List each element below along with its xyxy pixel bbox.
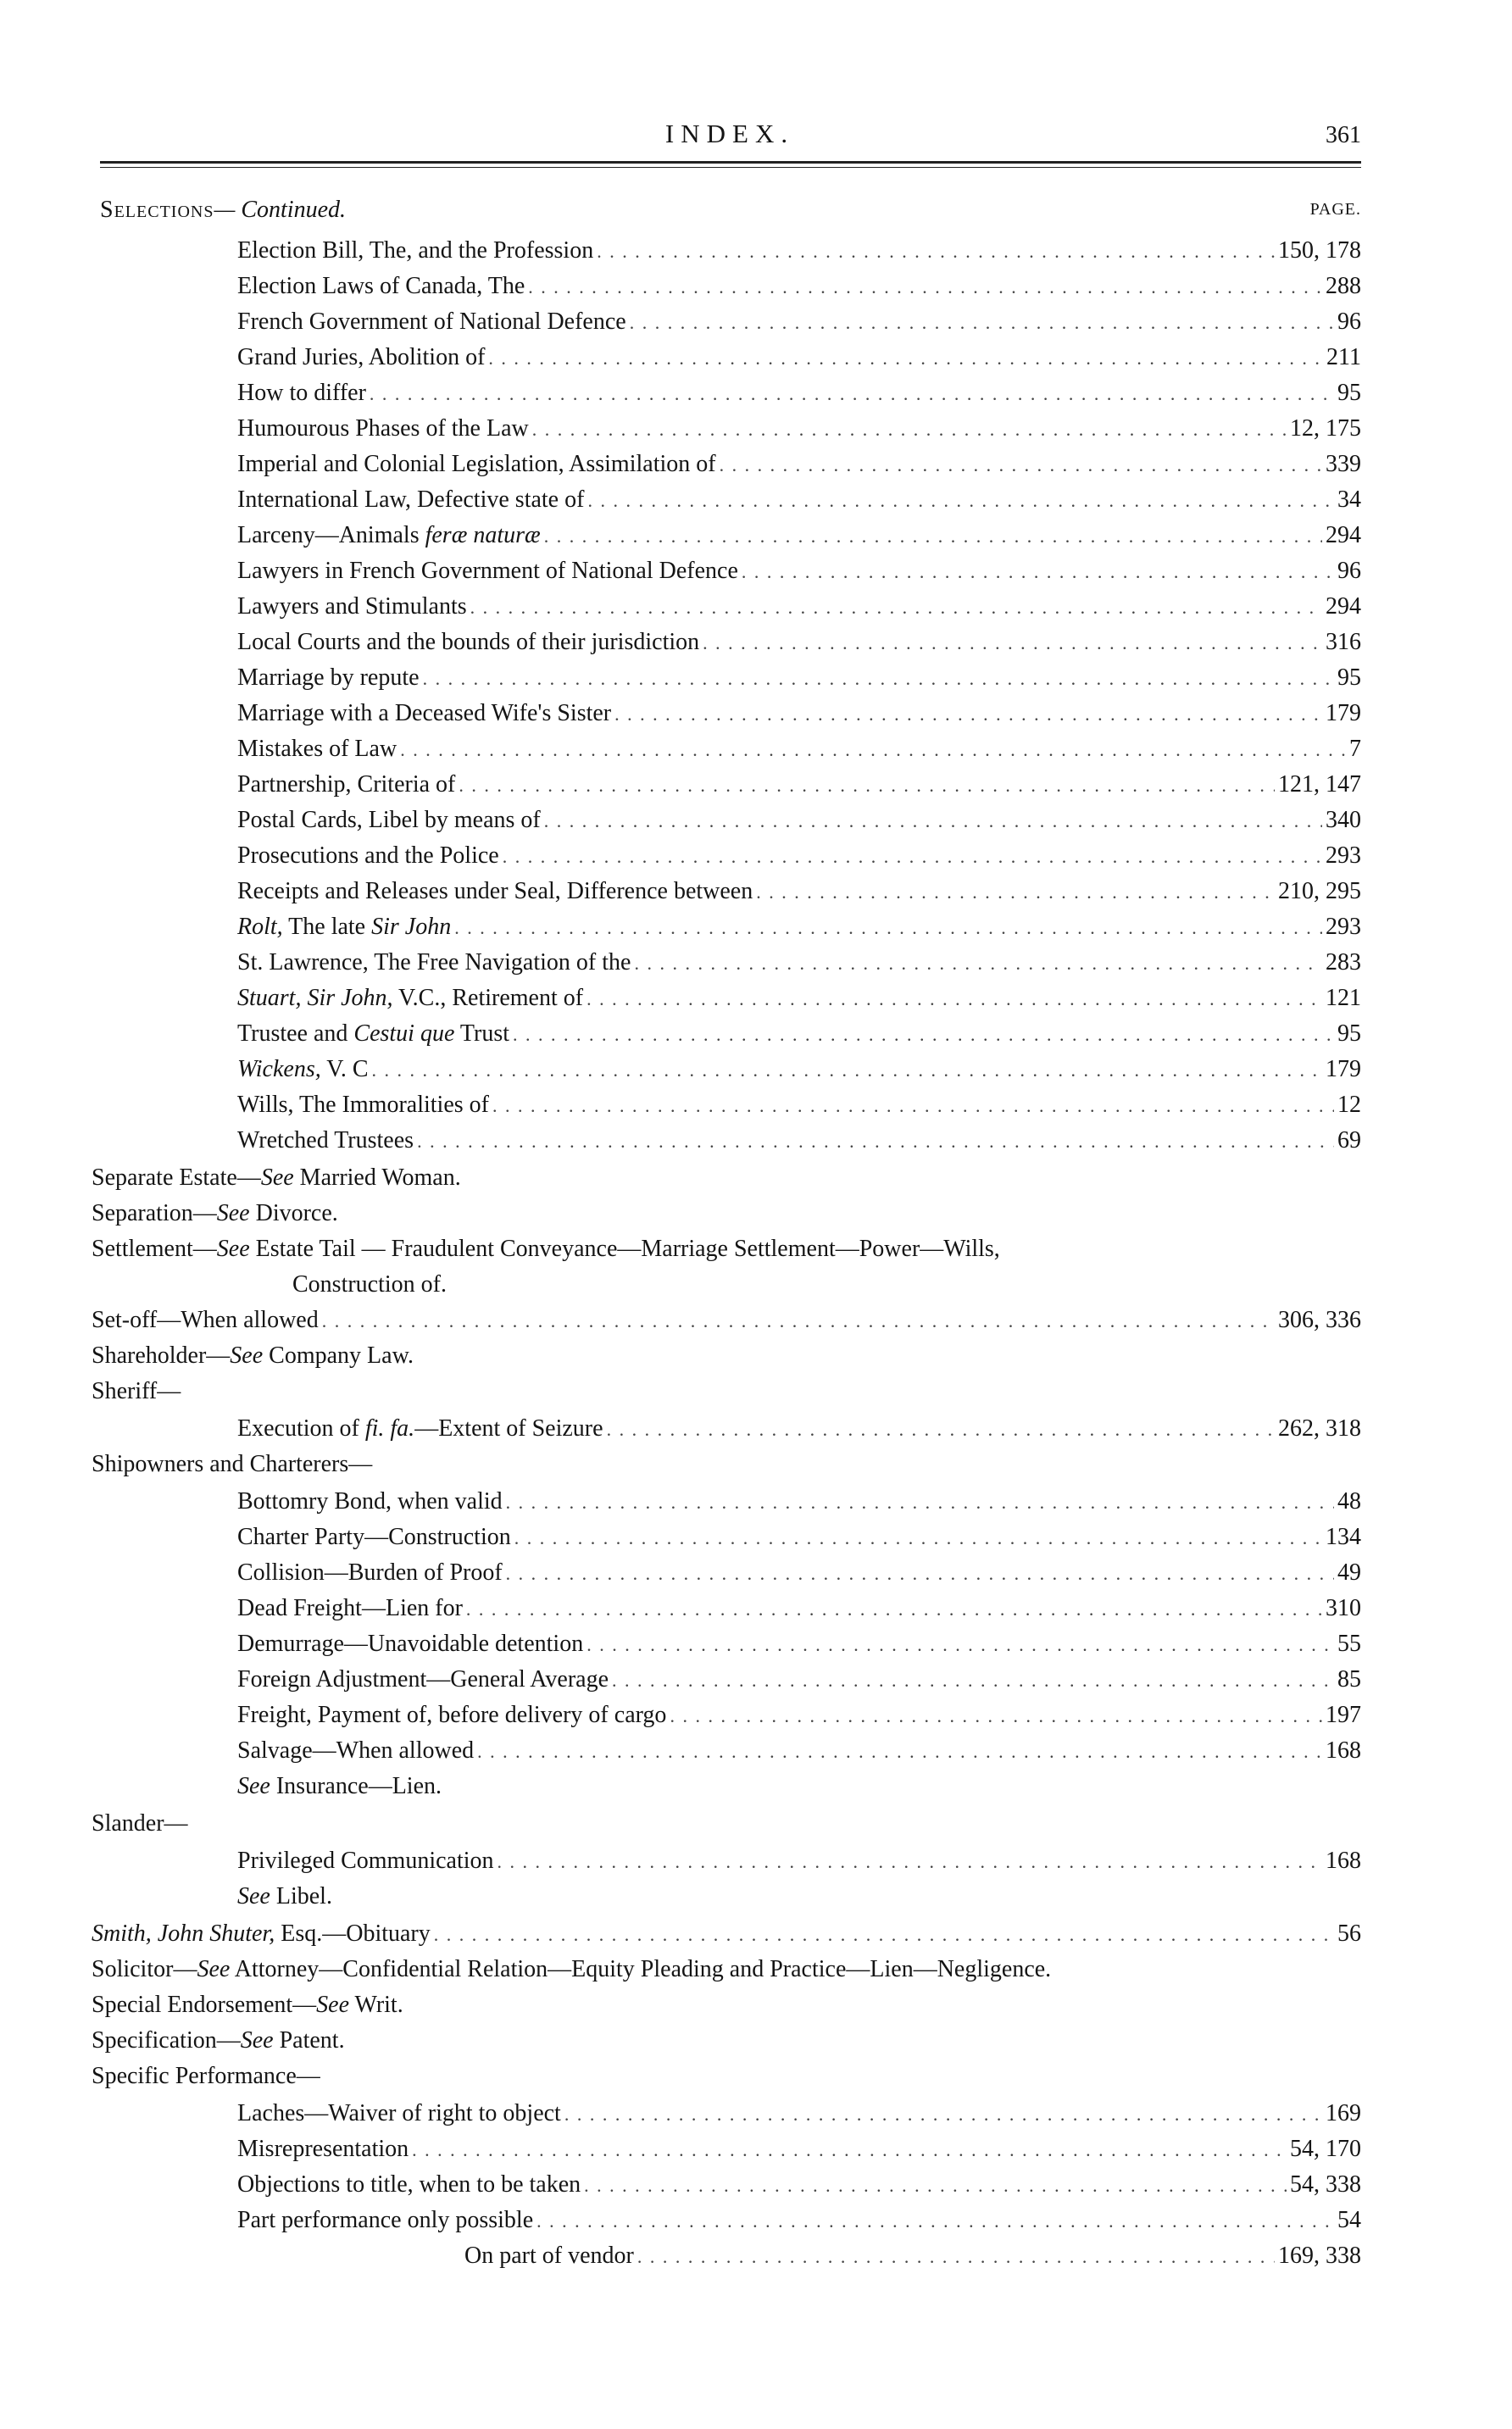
- index-entry: Wills, The Immoralities of . . . 12: [237, 1088, 1361, 1122]
- index-entry: Bottomry Bond, when valid . . . 48: [237, 1485, 1361, 1519]
- index-entry: Foreign Adjustment—General Average . . . 85: [237, 1663, 1361, 1697]
- index-see-reference: See Libel.: [237, 1883, 332, 1909]
- index-entry: Prosecutions and the Police . . . 293: [237, 839, 1361, 873]
- index-entry: Trustee and Cestui que Trust . . . 95: [237, 1017, 1361, 1051]
- index-entry: How to differ . . . 95: [237, 376, 1361, 410]
- page-title: INDEX.: [664, 119, 795, 148]
- index-see-reference: See Insurance—Lien.: [237, 1773, 442, 1799]
- page-column-label: PAGE.: [1309, 200, 1361, 219]
- index-entry: Freight, Payment of, before delivery of cargo . . . 197: [237, 1698, 1361, 1732]
- index-entry: Rolt, The late Sir John . . . 293: [237, 910, 1361, 944]
- index-entry: Mistakes of Law . . . 7: [237, 732, 1361, 766]
- index-entry: On part of vendor . . . 169, 338: [464, 2239, 1361, 2273]
- index-entry: Grand Juries, Abolition of . . . 211: [237, 341, 1361, 375]
- index-entry: Receipts and Releases under Seal, Difference between . . . 210, 295: [237, 875, 1361, 909]
- index-entry: French Government of National Defence . . . 96: [237, 305, 1361, 339]
- index-main-entry: Settlement—See Estate Tail — Fraudulent Conveyance—Marriage Settlement—Power—Wills,: [92, 1236, 1000, 1262]
- index-main-entry: Shipowners and Charterers—: [92, 1451, 373, 1477]
- index-main-entry: Shareholder—See Company Law.: [92, 1342, 414, 1369]
- index-entry: Wickens, V. C . . . 179: [237, 1053, 1361, 1087]
- index-entry: Election Bill, The, and the Profession . . . 150, 178: [237, 234, 1361, 268]
- running-head: [98, 114, 1361, 151]
- index-main-entry: Specific Performance—: [92, 2063, 320, 2089]
- section-continued: — Continued.: [214, 197, 347, 223]
- index-entry: Privileged Communication . . . 168: [237, 1844, 1361, 1878]
- header-rule: [100, 161, 1361, 168]
- index-main-entry: Set-off—When allowed . . . 306, 336: [92, 1303, 1361, 1337]
- index-entry: Part performance only possible . . . 54: [237, 2204, 1361, 2237]
- section-label: Selections: [100, 197, 214, 223]
- index-entry: Larceny—Animals feræ naturæ . . . 294: [237, 519, 1361, 553]
- index-entry: Marriage with a Deceased Wife's Sister . . . 179: [237, 697, 1361, 731]
- index-entry: Misrepresentation . . . 54, 170: [237, 2132, 1361, 2166]
- index-main-entry: Special Endorsement—See Writ.: [92, 1992, 403, 2018]
- index-entry: Imperial and Colonial Legislation, Assimilation of . . . 339: [237, 447, 1361, 481]
- index-entry: Partnership, Criteria of . . . 121, 147: [237, 768, 1361, 802]
- index-entry: International Law, Defective state of . . . 34: [237, 483, 1361, 517]
- index-entry-continuation: Construction of.: [292, 1271, 447, 1298]
- index-entry: Charter Party—Construction . . . 134: [237, 1520, 1361, 1554]
- index-entry: Collision—Burden of Proof . . . 49: [237, 1556, 1361, 1590]
- index-main-entry: Smith, John Shuter, Esq.—Obituary . . . 56: [92, 1917, 1361, 1951]
- index-entry: Marriage by repute . . . 95: [237, 661, 1361, 695]
- index-entry: Local Courts and the bounds of their jurisdiction . . . 316: [237, 625, 1361, 659]
- index-main-entry: Separation—See Divorce.: [92, 1200, 338, 1226]
- index-entry: Wretched Trustees . . . 69: [237, 1124, 1361, 1158]
- index-entry: Postal Cards, Libel by means of . . . 340: [237, 803, 1361, 837]
- index-entry: Lawyers and Stimulants . . . 294: [237, 590, 1361, 624]
- page-number: 361: [1326, 122, 1361, 148]
- index-entry: Stuart, Sir John, V.C., Retirement of . . . 121: [237, 981, 1361, 1015]
- index-entry: Lawyers in French Government of National Defence . . . 96: [237, 554, 1361, 588]
- index-entry: Humourous Phases of the Law . . . 12, 175: [237, 412, 1361, 446]
- index-entry: Execution of fi. fa.—Extent of Seizure . . . 262, 318: [237, 1412, 1361, 1446]
- index-entry: Dead Freight—Lien for . . . 310: [237, 1592, 1361, 1626]
- index-entry: Laches—Waiver of right to object . . . 169: [237, 2097, 1361, 2131]
- index-entry: St. Lawrence, The Free Navigation of the . . . 283: [237, 946, 1361, 980]
- index-entry: Election Laws of Canada, The . . . 288: [237, 270, 1361, 303]
- index-entry: Objections to title, when to be taken . . . 54, 338: [237, 2168, 1361, 2202]
- index-entry: Salvage—When allowed . . . 168: [237, 1734, 1361, 1768]
- section-heading: [100, 197, 1361, 227]
- index-main-entry: Separate Estate—See Married Woman.: [92, 1164, 461, 1191]
- index-main-entry: Sheriff—: [92, 1378, 181, 1404]
- index-main-entry: Specification—See Patent.: [92, 2027, 345, 2054]
- index-main-entry: Solicitor—See Attorney—Confidential Relation—Equity Pleading and Practice—Lien—Negligence.: [92, 1956, 1052, 1982]
- index-main-entry: Slander—: [92, 1810, 188, 1837]
- index-entry: Demurrage—Unavoidable detention . . . 55: [237, 1627, 1361, 1661]
